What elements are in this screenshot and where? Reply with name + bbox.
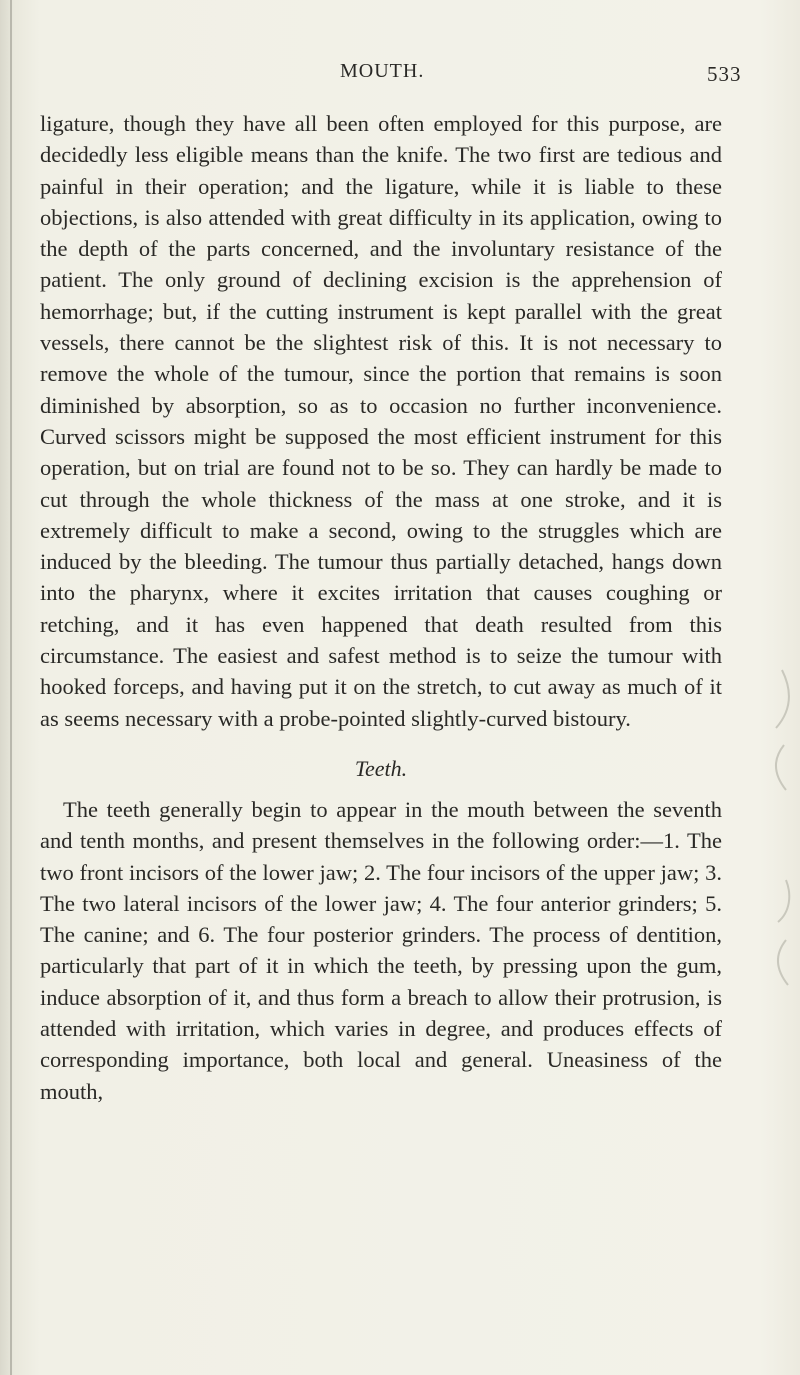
page-number: 533 [707, 62, 742, 86]
running-head [0, 58, 800, 88]
body-paragraph: ligature, though they have all been often employed for this purpose, are decidedly less eligible means than the knife. The two first are tedious and painful in their operation; and the ligature, while it is liable to these objections, is also attended with great difficulty in its application, owing to the depth of the parts concerned, and the involuntary resistance of the patient. The only ground of declining excision is the apprehension of hemorrhage; but, if the cutting instrument is kept parallel with the great vessels, there cannot be the slightest risk of this. It is not necessary to remove the whole of the tumour, since the portion that remains is soon diminished by absorption, so as to occasion no further inconvenience. Curved scissors might be supposed the most efficient instrument for this operation, but on trial are found not to be so. They can hardly be made to cut through the whole thickness of the mass at one stroke, and it is extremely difficult to make a second, owing to the struggles which are induced by the bleeding. The tumour thus partially detached, hangs down into the pharynx, where it excites irritation that causes coughing or retching, and it has even happened that death resulted from this circumstance. The easiest and safest method is to seize the tumour with hooked forceps, and having put it on the stretch, to cut away as much of it as seems necessary with a probe-pointed slightly-curved bistoury. [40, 111, 722, 731]
section-heading: Teeth. [354, 755, 408, 781]
running-title: MOUTH. [340, 60, 425, 82]
margin-marks [764, 650, 794, 1050]
page-gutter-shadow [10, 0, 12, 1375]
text-block [40, 108, 722, 1107]
section-paragraph: The teeth generally begin to appear in the mouth between the seventh and tenth months, and present themselves in the following order:—1. The two front incisors of the lower jaw; 2. The four incisors of the upper jaw; 3. The two lateral incisors of the lower jaw; 4. The four anterior grinders; 5. The canine; and 6. The four posterior grinders. The process of dentition, particularly that part of it in which the teeth, by pressing upon the gum, induce absorption of it, and thus form a breach to allow their protrusion, is attended with irritation, which varies in degree, and produces effects of corresponding importance, both local and general. Uneasiness of the mouth, [40, 796, 722, 1104]
